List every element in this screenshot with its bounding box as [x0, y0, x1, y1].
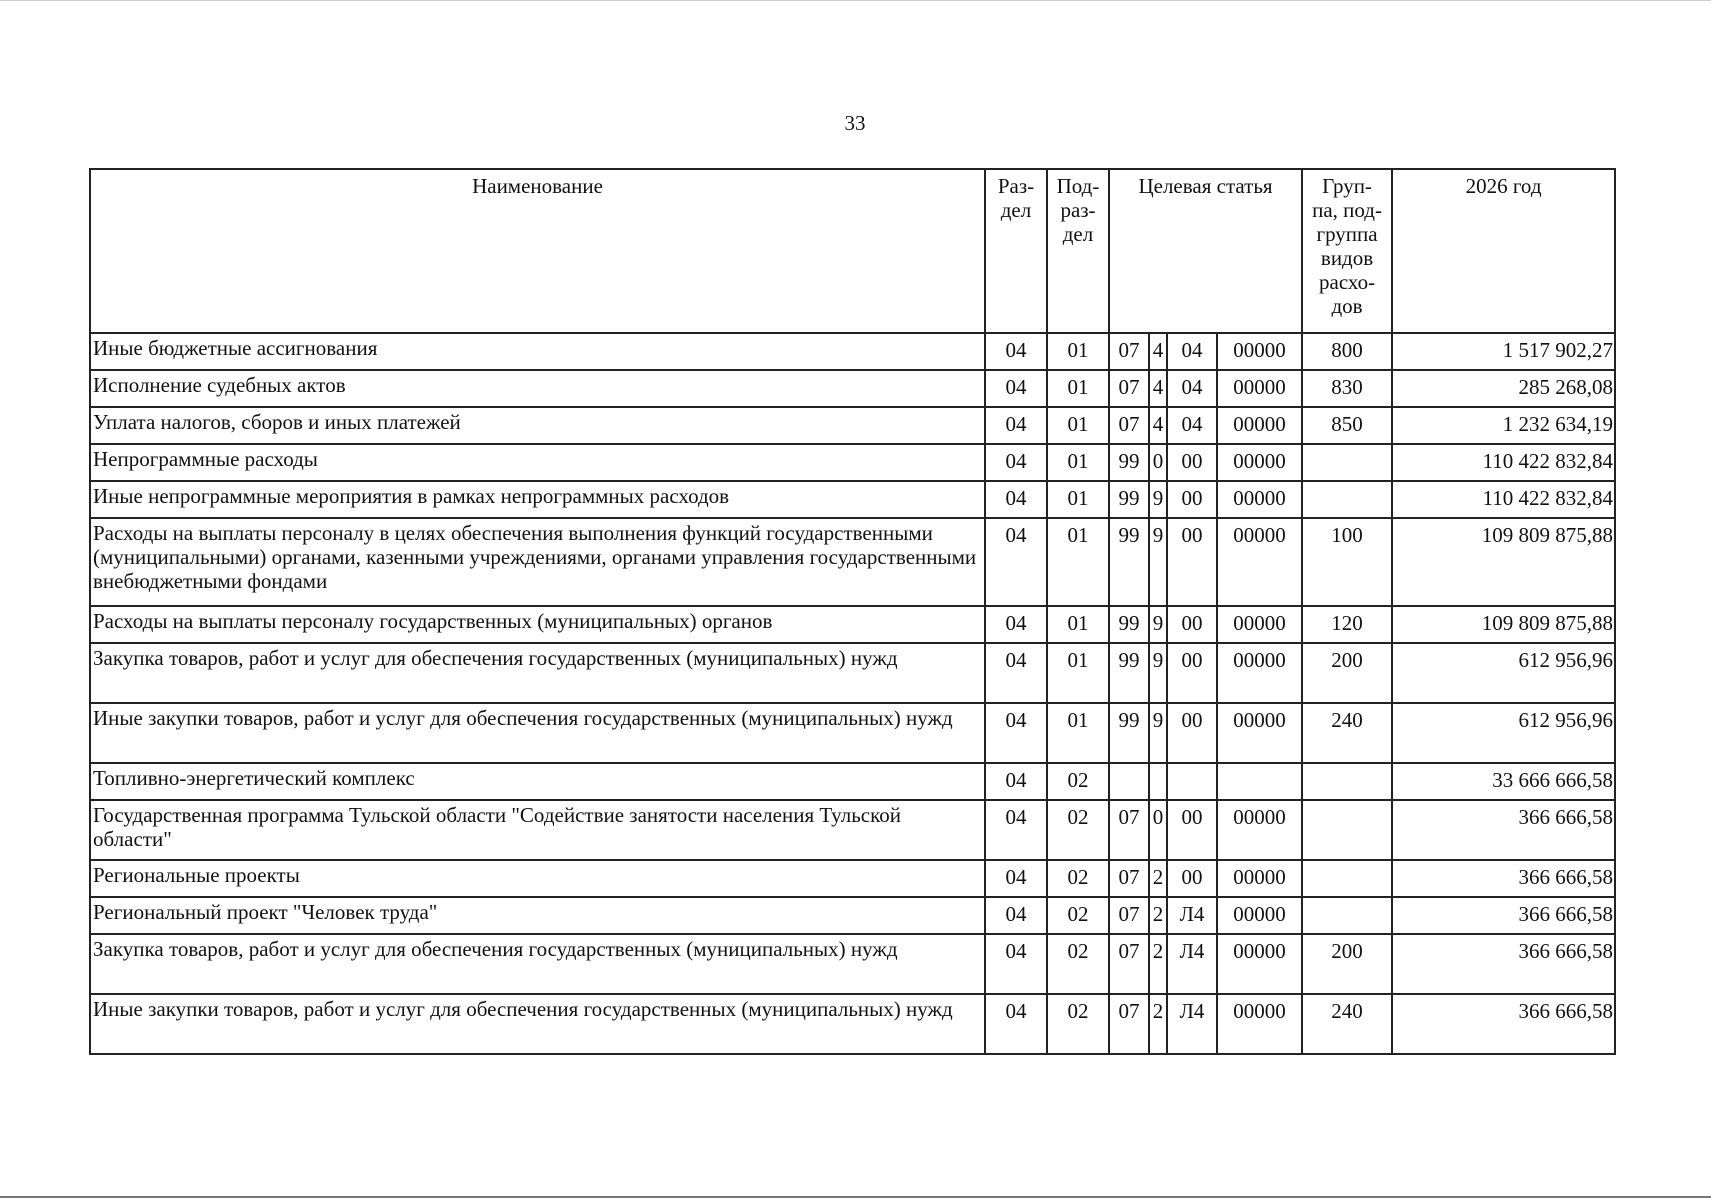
- table-row: [90, 481, 1615, 518]
- row-expense-group: 800: [1302, 333, 1392, 370]
- row-name: Закупка товаров, работ и услуг для обеспечения государственных (муниципальных) нужд: [90, 934, 985, 994]
- row-target-event: Л4: [1167, 934, 1217, 994]
- row-section: 04: [985, 860, 1047, 897]
- header-subsection: Под- раз- дел: [1047, 169, 1109, 333]
- table-row: [90, 518, 1615, 606]
- row-amount: 109 809 875,88: [1392, 518, 1615, 606]
- row-target-event: 00: [1167, 518, 1217, 606]
- top-border-line: [0, 0, 1711, 1]
- row-subsection: 01: [1047, 643, 1109, 703]
- row-section: 04: [985, 994, 1047, 1054]
- row-section: 04: [985, 481, 1047, 518]
- row-target-program: [1109, 763, 1149, 800]
- row-target-event: 04: [1167, 333, 1217, 370]
- row-expense-group: [1302, 897, 1392, 934]
- row-name: Топливно-энергетический комплекс: [90, 763, 985, 800]
- row-amount: 366 666,58: [1392, 994, 1615, 1054]
- row-name: Иные закупки товаров, работ и услуг для обеспечения государственных (муниципальных) нужд: [90, 703, 985, 763]
- row-target-subprogram: 9: [1149, 481, 1167, 518]
- row-expense-group: 240: [1302, 994, 1392, 1054]
- row-target-event: 00: [1167, 481, 1217, 518]
- table-header-row: [90, 169, 1615, 333]
- row-target-direction: 00000: [1217, 606, 1302, 643]
- row-amount: 1 232 634,19: [1392, 407, 1615, 444]
- row-amount: 366 666,58: [1392, 800, 1615, 860]
- row-subsection: 01: [1047, 370, 1109, 407]
- row-expense-group: 200: [1302, 934, 1392, 994]
- row-target-subprogram: 0: [1149, 800, 1167, 860]
- row-subsection: 02: [1047, 800, 1109, 860]
- row-name: Иные бюджетные ассигнования: [90, 333, 985, 370]
- row-target-direction: 00000: [1217, 800, 1302, 860]
- row-target-subprogram: 2: [1149, 934, 1167, 994]
- row-target-direction: 00000: [1217, 897, 1302, 934]
- row-target-subprogram: 9: [1149, 518, 1167, 606]
- table-row: [90, 703, 1615, 763]
- row-expense-group: [1302, 800, 1392, 860]
- row-expense-group: 200: [1302, 643, 1392, 703]
- budget-table: [89, 168, 1616, 1055]
- row-target-event: 04: [1167, 370, 1217, 407]
- row-target-subprogram: 4: [1149, 333, 1167, 370]
- row-expense-group: 850: [1302, 407, 1392, 444]
- row-target-event: 00: [1167, 800, 1217, 860]
- row-target-event: Л4: [1167, 897, 1217, 934]
- row-section: 04: [985, 407, 1047, 444]
- row-expense-group: [1302, 763, 1392, 800]
- row-target-subprogram: 0: [1149, 444, 1167, 481]
- row-target-program: 99: [1109, 481, 1149, 518]
- row-target-event: 04: [1167, 407, 1217, 444]
- header-year: 2026 год: [1392, 169, 1615, 333]
- row-amount: 1 517 902,27: [1392, 333, 1615, 370]
- row-target-program: 07: [1109, 994, 1149, 1054]
- row-target-direction: 00000: [1217, 703, 1302, 763]
- row-section: 04: [985, 763, 1047, 800]
- row-target-event: 00: [1167, 860, 1217, 897]
- row-expense-group: 240: [1302, 703, 1392, 763]
- row-name: Уплата налогов, сборов и иных платежей: [90, 407, 985, 444]
- row-amount: 366 666,58: [1392, 860, 1615, 897]
- row-subsection: 01: [1047, 703, 1109, 763]
- row-target-subprogram: 9: [1149, 703, 1167, 763]
- row-name: Расходы на выплаты персоналу в целях обеспечения выполнения функций государственными (муниципальными) органами, казенными учреждениями, органами управления государственными внебюджетными фондами: [90, 518, 985, 606]
- row-target-subprogram: 4: [1149, 370, 1167, 407]
- row-name: Региональный проект "Человек труда": [90, 897, 985, 934]
- row-target-program: 99: [1109, 643, 1149, 703]
- table-row: [90, 994, 1615, 1054]
- row-target-program: 99: [1109, 606, 1149, 643]
- row-amount: 109 809 875,88: [1392, 606, 1615, 643]
- row-target-event: 00: [1167, 643, 1217, 703]
- table-row: [90, 763, 1615, 800]
- row-subsection: 02: [1047, 994, 1109, 1054]
- row-name: Закупка товаров, работ и услуг для обеспечения государственных (муниципальных) нужд: [90, 643, 985, 703]
- table-row: [90, 606, 1615, 643]
- row-target-event: Л4: [1167, 994, 1217, 1054]
- budget-table-body: [90, 333, 1615, 1054]
- row-subsection: 01: [1047, 606, 1109, 643]
- row-target-program: 07: [1109, 407, 1149, 444]
- row-target-subprogram: 4: [1149, 407, 1167, 444]
- row-target-program: 99: [1109, 444, 1149, 481]
- row-section: 04: [985, 606, 1047, 643]
- row-expense-group: [1302, 860, 1392, 897]
- table-row: [90, 934, 1615, 994]
- row-target-direction: [1217, 763, 1302, 800]
- row-target-program: 07: [1109, 370, 1149, 407]
- table-row: [90, 897, 1615, 934]
- row-target-program: 07: [1109, 800, 1149, 860]
- row-target-event: 00: [1167, 703, 1217, 763]
- row-target-direction: 00000: [1217, 860, 1302, 897]
- row-name: Иные закупки товаров, работ и услуг для обеспечения государственных (муниципальных) нужд: [90, 994, 985, 1054]
- table-row: [90, 643, 1615, 703]
- row-section: 04: [985, 643, 1047, 703]
- row-target-subprogram: [1149, 763, 1167, 800]
- row-section: 04: [985, 703, 1047, 763]
- row-subsection: 02: [1047, 763, 1109, 800]
- row-target-event: [1167, 763, 1217, 800]
- header-section: Раз- дел: [985, 169, 1047, 333]
- row-expense-group: 120: [1302, 606, 1392, 643]
- row-amount: 33 666 666,58: [1392, 763, 1615, 800]
- row-amount: 110 422 832,84: [1392, 481, 1615, 518]
- row-section: 04: [985, 934, 1047, 994]
- table-row: [90, 370, 1615, 407]
- row-subsection: 01: [1047, 518, 1109, 606]
- row-target-direction: 00000: [1217, 481, 1302, 518]
- row-subsection: 01: [1047, 333, 1109, 370]
- row-target-subprogram: 9: [1149, 606, 1167, 643]
- row-expense-group: [1302, 444, 1392, 481]
- row-target-event: 00: [1167, 606, 1217, 643]
- row-target-direction: 00000: [1217, 370, 1302, 407]
- row-target-direction: 00000: [1217, 518, 1302, 606]
- row-target-program: 07: [1109, 333, 1149, 370]
- row-target-direction: 00000: [1217, 994, 1302, 1054]
- row-name: Иные непрограммные мероприятия в рамках непрограммных расходов: [90, 481, 985, 518]
- row-expense-group: 100: [1302, 518, 1392, 606]
- row-target-subprogram: 2: [1149, 994, 1167, 1054]
- row-subsection: 01: [1047, 481, 1109, 518]
- row-target-direction: 00000: [1217, 934, 1302, 994]
- row-target-program: 07: [1109, 860, 1149, 897]
- row-subsection: 01: [1047, 444, 1109, 481]
- row-section: 04: [985, 800, 1047, 860]
- row-subsection: 02: [1047, 860, 1109, 897]
- row-target-program: 07: [1109, 897, 1149, 934]
- table-row: [90, 800, 1615, 860]
- row-name: Государственная программа Тульской области "Содействие занятости населения Тульской области": [90, 800, 985, 860]
- row-section: 04: [985, 444, 1047, 481]
- row-subsection: 02: [1047, 934, 1109, 994]
- row-section: 04: [985, 370, 1047, 407]
- row-expense-group: 830: [1302, 370, 1392, 407]
- row-section: 04: [985, 333, 1047, 370]
- row-target-event: 00: [1167, 444, 1217, 481]
- row-amount: 612 956,96: [1392, 703, 1615, 763]
- row-expense-group: [1302, 481, 1392, 518]
- row-target-program: 07: [1109, 934, 1149, 994]
- row-amount: 366 666,58: [1392, 897, 1615, 934]
- row-name: Расходы на выплаты персоналу государственных (муниципальных) органов: [90, 606, 985, 643]
- row-amount: 110 422 832,84: [1392, 444, 1615, 481]
- table-row: [90, 407, 1615, 444]
- bottom-border-line: [0, 1196, 1711, 1198]
- row-section: 04: [985, 897, 1047, 934]
- table-row: [90, 333, 1615, 370]
- row-amount: 612 956,96: [1392, 643, 1615, 703]
- row-name: Непрограммные расходы: [90, 444, 985, 481]
- row-target-direction: 00000: [1217, 407, 1302, 444]
- row-subsection: 01: [1047, 407, 1109, 444]
- table-row: [90, 444, 1615, 481]
- row-amount: 285 268,08: [1392, 370, 1615, 407]
- row-target-subprogram: 2: [1149, 897, 1167, 934]
- header-expense-group: Груп- па, под- группа видов расхо- дов: [1302, 169, 1392, 333]
- row-target-direction: 00000: [1217, 444, 1302, 481]
- row-target-program: 99: [1109, 703, 1149, 763]
- row-section: 04: [985, 518, 1047, 606]
- row-target-program: 99: [1109, 518, 1149, 606]
- row-target-direction: 00000: [1217, 643, 1302, 703]
- row-name: Региональные проекты: [90, 860, 985, 897]
- row-target-subprogram: 9: [1149, 643, 1167, 703]
- row-amount: 366 666,58: [1392, 934, 1615, 994]
- row-target-direction: 00000: [1217, 333, 1302, 370]
- row-subsection: 02: [1047, 897, 1109, 934]
- row-target-subprogram: 2: [1149, 860, 1167, 897]
- header-name: Наименование: [90, 169, 985, 333]
- row-name: Исполнение судебных актов: [90, 370, 985, 407]
- header-target-article: Целевая статья: [1109, 169, 1302, 333]
- page-number: 33: [844, 111, 866, 135]
- table-row: [90, 860, 1615, 897]
